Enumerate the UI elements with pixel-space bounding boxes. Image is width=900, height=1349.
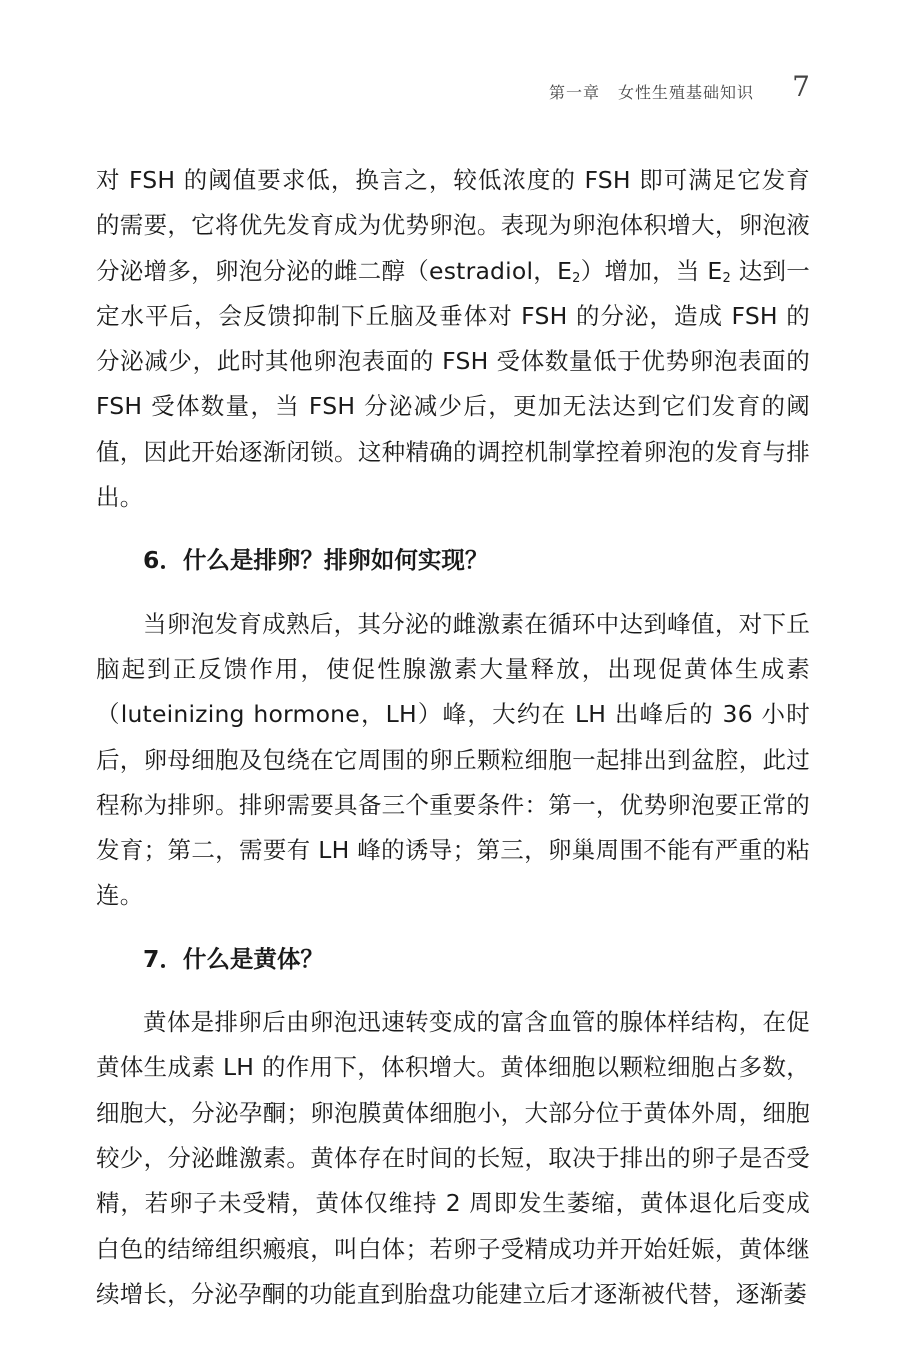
- paragraph-corpus-luteum: 黄体是排卵后由卵泡迅速转变成的富含血管的腺体样结构，在促黄体生成素 LH 的作用下，体积增大。黄体细胞以颗粒细胞占多数，细胞大，分泌孕酮；卵泡膜黄体细胞小，大部分位于黄体外周，细胞较少，分泌雌激素。黄体存在时间的长短，取决于排出的卵子是否受精，若卵子未受精，黄体仅维持 2 周即发生萎缩，黄体退化后变成白色的结缔组织瘢痕，叫白体；若卵子受精成功并开始妊娠，黄体继续增长，分泌孕酮的功能直到胎盘功能建立后才逐渐被代替，逐渐萎: [96, 1008, 810, 1308]
- paragraph-fsh-threshold: [96, 158, 810, 520]
- page-number: 7: [792, 70, 810, 103]
- question-heading-ovulation: 6．什么是排卵？排卵如何实现？: [143, 546, 489, 575]
- chapter-label: 第一章: [548, 83, 600, 102]
- page-body: [96, 158, 810, 1317]
- subscript: 2: [572, 270, 581, 286]
- running-head: [549, 80, 754, 103]
- question-heading-corpus-luteum: 7．什么是黄体？: [143, 944, 324, 973]
- paragraph-ovulation: 当卵泡发育成熟后，其分泌的雌激素在循环中达到峰值，对下丘脑起到正反馈作用，使促性腺激素大量释放，出现促黄体生成素（luteinizing hormone，LH）峰，大约在 LH 出峰后的 36 小时后，卵母细胞及包绕在它周围的卵丘颗粒细胞一起排出到盆腔，此过程称为排卵。排卵需要具备三个重要条件：第一，优势卵泡要正常的发育；第二，需要有 LH 峰的诱导；第三，卵巢周围不能有严重的粘连。: [96, 609, 810, 910]
- chapter-title: 女性生殖基础知识: [617, 83, 754, 102]
- paragraph-text: ）增加，当 E: [580, 256, 723, 285]
- page-header: [0, 70, 900, 110]
- paragraph-text: 达到一定水平后，会反馈抑制下丘脑及垂体对 FSH 的分泌，造成 FSH 的分泌减少，此时其他卵泡表面的 FSH 受体数量低于优势卵泡表面的 FSH 受体数量，当 FSH 分泌减少后，更加无法达到它们发育的阈值，因此开始逐渐闭锁。这种精确的调控机制掌控着卵泡的发育与排出。: [96, 256, 810, 512]
- paragraph-text: 对 FSH 的阈值要求低，换言之，较低浓度的 FSH 即可满足它发育的需要，它将优先发育成为优势卵泡。表现为卵泡体积增大，卵泡液分泌增多，卵泡分泌的雌二醇（estradiol，E: [96, 166, 810, 285]
- subscript: 2: [722, 270, 731, 286]
